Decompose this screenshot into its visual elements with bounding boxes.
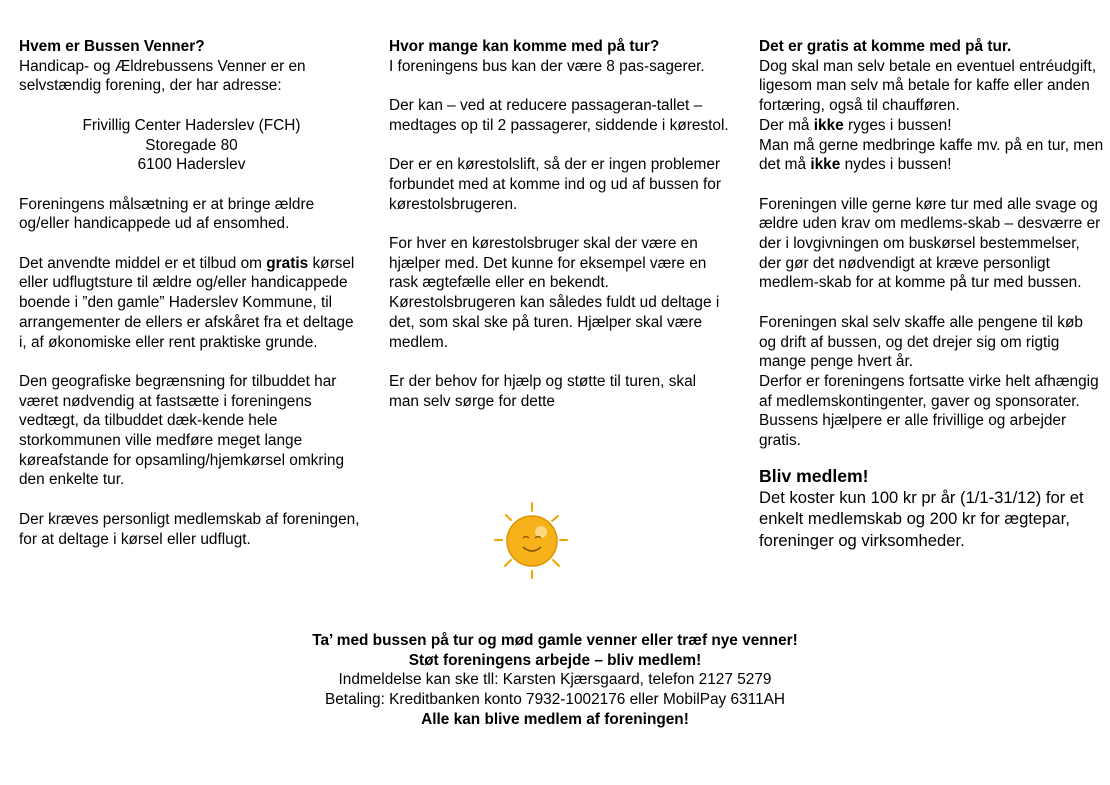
address-line-3: 6100 Haderslev [137,156,246,174]
coffee-text: Man må gerne medbringe kaffe mv. på en tur, men det må ikke nydes i bussen! [759,136,1104,174]
helper-text: For hver en kørestolsbruger skal der være en hjælper med. Det kunne for eksempel være en rask ægtefælle eller en bekendt. Kørestolsbrugeren kan således fuldt ud deltage i det, som skal ske på turen. Hjælper skal være medlem. [389,234,720,351]
address-line-1: Frivillig Center Haderslev (FCH) [82,116,301,134]
address-block [19,116,364,175]
no-smoking-text: Der må ikke ryges i bussen! [759,116,952,134]
join-heading: Bliv medlem! [759,465,869,486]
wheelchair-capacity-text: Der kan – ved at reducere passageran-tallet – medtages op til 2 passagerer, siddende i kørestol. [389,97,729,134]
funding-text: Foreningen skal selv skaffe alle pengene til køb og drift af bussen, og det drejer sig om rigtig mange penge hvert år. [759,313,1083,371]
heading-who: Hvem er Bussen Venner? [19,38,205,55]
costs-text: Dog skal man selv betale en eventuel entréudgift, ligesom man selv må betale for kaffe eller anden fortæring, også til chaufføren. [759,57,1097,115]
volunteers-text: Bussens hjælpere er alle frivillige og arbejder gratis. [759,412,1067,450]
legislation-text: Foreningen ville gerne køre tur med alle svage og ældre uden krav om medlems-skab – desværre er der i lovgivningen om buskørsel bestemmelser, der gør det nødvendigt at kræve personligt medlem-skab for at komme på tur med bussen. [759,195,1101,292]
intro-text: Handicap- og Ældrebussens Venner er en selvstændig forening, der har adresse: [19,57,306,95]
means-text: Det anvendte middel er et tilbud om gratis kørsel eller udflugtsture til ældre og/eller handicappede boende i ”den gamle” Haderslev Kommune, til arrangementer de ellers er afskåret fra et deltage i, af økonomiske eller rent praktiske grunde. [19,254,355,351]
column-middle [389,37,729,411]
membership-text: Der kræves personligt medlemskab af foreningen, for at deltage i kørsel eller udflugt. [19,510,360,548]
geo-text: Den geografiske begrænsning for tilbuddet har været nødvendig at fastsætte i foreningens vedtægt, da tilbuddet dæk-kende hele storkommunen ville medføre meget lange køreafstande for opsamling/hjemkørsel omkring den enkelte tur. [19,372,345,489]
sun-face [507,516,557,566]
footer-block [0,631,1110,730]
footer-everyone: Alle kan blive medlem af foreningen! [421,710,689,728]
column-right [759,37,1104,551]
smiling-sun-icon [490,500,574,584]
footer-support: Støt foreningens arbejde – bliv medlem! [408,651,702,669]
support-text: Er der behov for hjælp og støtte til turen, skal man selv sørge for dette [389,372,697,410]
footer-contact: Indmeldelse kan ske tll: Karsten Kjærsgaard, telefon 2127 5279 [338,671,772,689]
address-line-2: Storegade 80 [145,136,238,154]
join-text: Det koster kun 100 kr pr år (1/1-31/12) for et enkelt medlemskab og 200 kr for ægtepar, foreninger og virksomheder. [759,487,1084,550]
lift-text: Der er en kørestolslift, så der er ingen problemer forbundet med at komme ind og ud af bussen for kørestolsbrugeren. [389,156,721,213]
goal-text: Foreningens målsætning er at bringe ældre og/eller handicappede ud af ensomhed. [19,195,315,233]
dependency-text: Derfor er foreningens fortsatte virke helt afhængig af medlemskontingenter, gaver og sponsorater. [759,372,1099,410]
column-left [19,37,364,549]
capacity-text: I foreningens bus kan der være 8 pas-sagerer. [389,57,705,75]
footer-payment: Betaling: Kreditbanken konto 7932-1002176 eller MobilPay 6311AH [324,691,786,709]
footer-slogan: Ta’ med bussen på tur og mød gamle venner eller træf nye venner! [312,632,798,649]
heading-how-many: Hvor mange kan komme med på tur? [389,38,660,55]
heading-free: Det er gratis at komme med på tur. [759,38,1012,55]
